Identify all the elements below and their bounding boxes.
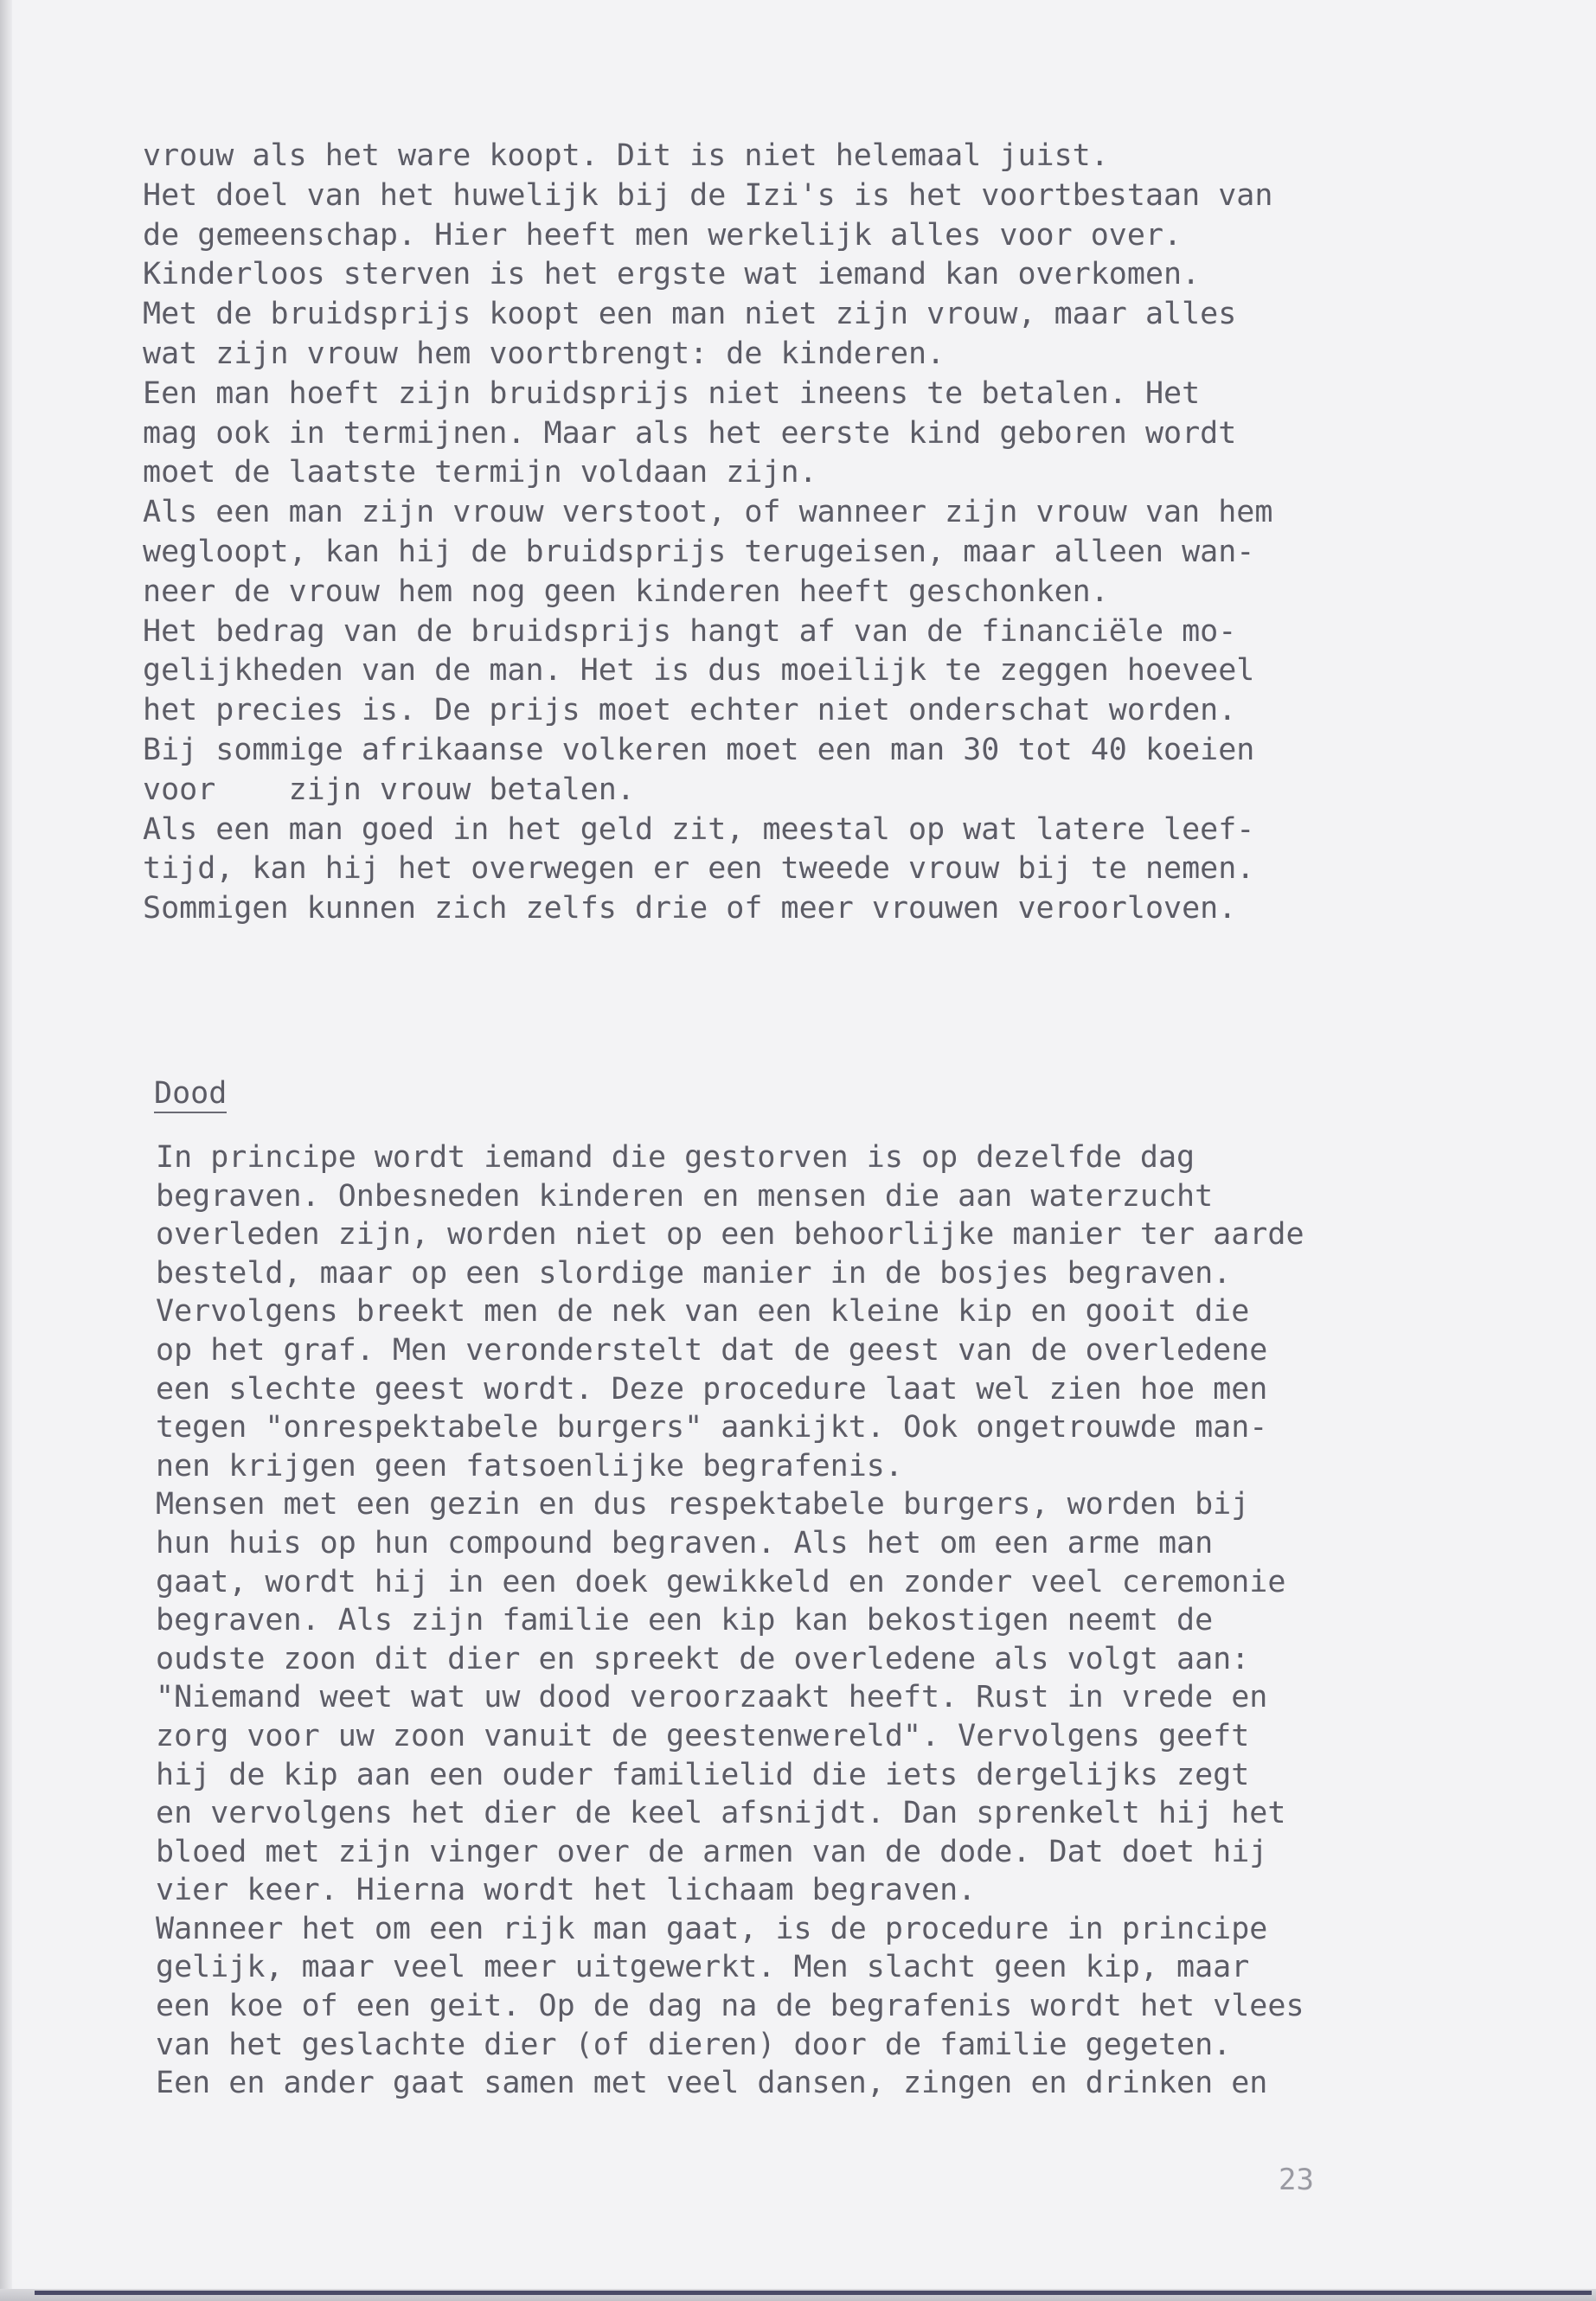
text-line: wat zijn vrouw hem voortbrengt: de kinderen. [143, 336, 945, 371]
text-line: "Niemand weet wat uw dood veroorzaakt heeft. Rust in vrede en [156, 1680, 1268, 1715]
text-line: Bij sommige afrikaanse volkeren moet een man 30 tot 40 koeien [143, 732, 1255, 767]
text-line: oudste zoon dit dier en spreekt de overledene als volgt aan: [156, 1641, 1250, 1676]
text-line: wegloopt, kan hij de bruidsprijs terugeisen, maar alleen wan- [143, 534, 1255, 569]
text-line: Vervolgens breekt men de nek van een kleine kip en gooit die [156, 1294, 1250, 1330]
text-line: van het geslachte dier (of dieren) door de familie gegeten. [156, 2027, 1232, 2062]
text-line: en vervolgens het dier de keel afsnijdt. Dan sprenkelt hij het [156, 1796, 1286, 1831]
text-line: de gemeenschap. Hier heeft men werkelijk alles voor over. [143, 217, 1183, 253]
text-line: een slechte geest wordt. Deze procedure laat wel zien hoe men [156, 1371, 1268, 1407]
text-line: begraven. Als zijn familie een kip kan bekostigen neemt de [156, 1603, 1214, 1638]
text-line: bloed met zijn vinger over de armen van de dode. Dat doet hij [156, 1834, 1268, 1869]
text-line: Het bedrag van de bruidsprijs hangt af van de financiële mo- [143, 613, 1237, 649]
text-line: Als een man goed in het geld zit, meestal op wat latere leef- [143, 811, 1255, 847]
text-line: tijd, kan hij het overwegen er een tweede vrouw bij te nemen. [143, 851, 1255, 887]
text-line: gelijkheden van de man. Het is dus moeilijk te zeggen hoeveel [143, 653, 1255, 689]
text-line: Het doel van het huwelijk bij de Izi's is het voortbestaan van [143, 177, 1273, 213]
text-line: zorg voor uw zoon vanuit de geestenwereld". Vervolgens geeft [156, 1718, 1250, 1753]
intro-paragraphs [143, 137, 1272, 929]
text-line: moet de laatste termijn voldaan zijn. [143, 455, 817, 490]
text-line: Met de bruidsprijs koopt een man niet zijn vrouw, maar alles [143, 297, 1237, 332]
text-line: gelijk, maar veel meer uitgewerkt. Men slacht geen kip, maar [156, 1950, 1250, 1985]
text-line: op het graf. Men veronderstelt dat de geest van de overledene [156, 1332, 1268, 1368]
section-heading-dood: Dood [154, 1076, 227, 1113]
text-line: gaat, wordt hij in een doek gewikkeld en zonder veel ceremonie [156, 1564, 1286, 1599]
text-line: Kinderloos sterven is het ergste wat iemand kan overkomen. [143, 257, 1201, 292]
text-line: voor zijn vrouw betalen. [143, 772, 635, 807]
text-line: Als een man zijn vrouw verstoot, of wanneer zijn vrouw van hem [143, 495, 1273, 530]
text-line: Een man hoeft zijn bruidsprijs niet ineens te betalen. Het [143, 375, 1201, 411]
text-line: tegen "onrespektabele burgers" aankijkt. Ook ongetrouwde man- [156, 1410, 1268, 1445]
text-line: nen krijgen geen fatsoenlijke begrafenis. [156, 1448, 903, 1484]
text-line: mag ook in termijnen. Maar als het eerste kind geboren wordt [143, 415, 1237, 451]
text-line: besteld, maar op een slordige manier in de bosjes begraven. [156, 1255, 1232, 1291]
text-line: een koe of een geit. Op de dag na de begrafenis wordt het vlees [156, 1989, 1304, 2024]
text-line: hun huis op hun compound begraven. Als het om een arme man [156, 1525, 1214, 1561]
page-left-shadow [0, 0, 12, 2301]
text-line: neer de vrouw hem nog geen kinderen heeft geschonken. [143, 574, 1109, 609]
text-line: Een en ander gaat samen met veel dansen, zingen en drinken en [156, 2066, 1268, 2101]
text-line: In principe wordt iemand die gestorven is op dezelfde dag [156, 1140, 1195, 1175]
text-line: Mensen met een gezin en dus respektabele burgers, worden bij [156, 1487, 1250, 1522]
text-line: Wanneer het om een rijk man gaat, is de procedure in principe [156, 1911, 1268, 1946]
text-line: het precies is. De prijs moet echter niet onderschat worden. [143, 693, 1237, 728]
dood-paragraphs [156, 1138, 1304, 2103]
text-line: vier keer. Hierna wordt het lichaam begraven. [156, 1873, 977, 1908]
text-line: hij de kip aan een ouder familielid die iets dergelijks zegt [156, 1757, 1250, 1792]
text-line: begraven. Onbesneden kinderen en mensen die aan waterzucht [156, 1178, 1214, 1214]
text-line: Sommigen kunnen zich zelfs drie of meer vrouwen veroorloven. [143, 891, 1237, 926]
text-line: vrouw als het ware koopt. Dit is niet helemaal juist. [143, 138, 1109, 173]
text-line: overleden zijn, worden niet op een behoorlijke manier ter aarde [156, 1217, 1304, 1253]
page-number: 23 [1279, 2163, 1314, 2197]
bottom-rule [35, 2291, 1592, 2295]
